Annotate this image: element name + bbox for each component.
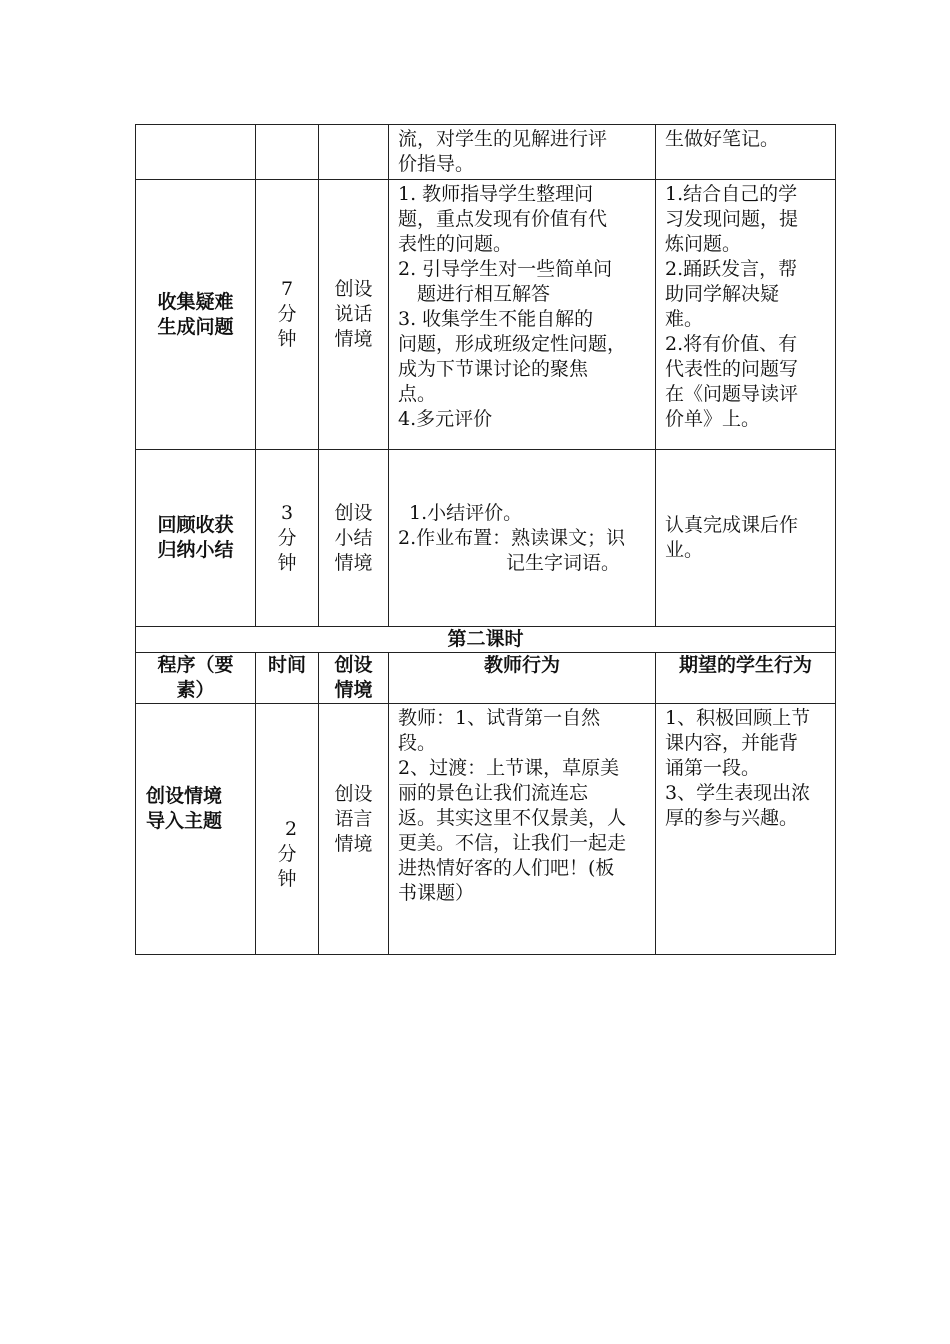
time-cell (256, 125, 319, 180)
student-line: 1.结合自己的学 (665, 183, 798, 205)
teacher-line: 题进行相互解答 (417, 283, 551, 305)
scene-cell (319, 704, 389, 955)
scene-line: 创设 (334, 782, 373, 805)
header-line: 程序（要 (157, 654, 234, 676)
teacher-line: 2. 引导学生对一些简单问 (398, 258, 613, 280)
table-row (136, 704, 836, 955)
time-cell (256, 180, 319, 450)
time-value: 2 (284, 817, 298, 840)
teacher-line: 价指导。 (398, 153, 475, 175)
header-line: 情境 (334, 679, 373, 701)
student-line: 认真完成课后作 (665, 514, 799, 536)
table-header-row (136, 653, 836, 704)
student-line: 在《问题导读评 (665, 383, 799, 405)
teacher-line: 更美。不信，让我们一起走 (398, 832, 627, 854)
scene-line: 创设 (334, 501, 373, 524)
scene-line: 说话 (334, 303, 373, 325)
step-line: 创设情境 (146, 785, 223, 807)
student-line: 价单》上。 (665, 408, 761, 430)
scene-line: 小结 (334, 526, 373, 549)
student-line: 习发现问题，提 (665, 208, 799, 230)
header-line: 素） (176, 679, 215, 701)
student-line: 课内容，并能背 (665, 732, 799, 754)
column-header-scene (319, 653, 389, 704)
time-unit: 钟 (277, 867, 297, 890)
student-line: 炼问题。 (665, 233, 742, 255)
student-line: 2.将有价值、有 (665, 333, 798, 355)
teacher-behavior-cell (389, 704, 656, 955)
scene-line: 情境 (334, 551, 373, 574)
scene-line: 情境 (334, 832, 373, 855)
step-line: 收集疑难 (157, 290, 234, 313)
time-value: 7 (280, 278, 294, 300)
column-header-student: 期望的学生行为 (656, 653, 836, 704)
teacher-line: 表性的问题。 (398, 233, 513, 255)
scene-line: 情境 (334, 328, 373, 350)
scene-line: 语言 (334, 807, 373, 830)
student-line: 3、学生表现出浓 (665, 782, 811, 804)
step-cell (136, 125, 256, 180)
time-unit: 分 (277, 526, 297, 549)
column-header-step (136, 653, 256, 704)
scene-line: 创设 (334, 278, 373, 300)
teacher-line: 问题，形成班级定性问题， (398, 333, 627, 355)
scene-cell (319, 125, 389, 180)
time-unit: 钟 (277, 328, 297, 350)
teacher-line: 3. 收集学生不能自解的 (398, 308, 594, 330)
step-cell (136, 450, 256, 627)
teacher-line: 成为下节课讨论的聚焦 (398, 358, 589, 380)
student-line: 诵第一段。 (665, 757, 761, 779)
section-title-row (136, 627, 836, 653)
student-behavior-cell (656, 180, 836, 450)
lesson-plan-table (135, 124, 836, 955)
time-cell (256, 450, 319, 627)
teacher-behavior-cell (389, 180, 656, 450)
student-line: 生做好笔记。 (665, 128, 780, 150)
student-line: 助同学解决疑 (665, 283, 780, 305)
scene-cell (319, 180, 389, 450)
teacher-line: 1. 教师指导学生整理问 (398, 183, 594, 205)
student-line: 难。 (665, 308, 704, 330)
teacher-line: 题，重点发现有价值有代 (398, 208, 608, 230)
teacher-line: 返。其实这里不仅景美，人 (398, 807, 627, 829)
scene-cell (319, 450, 389, 627)
teacher-line: 书课题） (398, 882, 475, 904)
time-unit: 分 (277, 303, 297, 325)
student-behavior-cell (656, 450, 836, 627)
teacher-line: 段。 (398, 732, 437, 754)
step-cell (136, 704, 256, 955)
time-unit: 钟 (277, 551, 297, 574)
student-line: 2.踊跃发言，帮 (665, 258, 798, 280)
teacher-line: 2.作业布置：熟读课文；识 (398, 526, 626, 549)
teacher-line: 进热情好客的人们吧！(板 (398, 857, 615, 879)
table-row (136, 450, 836, 627)
time-value: 3 (280, 501, 294, 524)
table-row-continued (136, 125, 836, 180)
step-line: 生成问题 (157, 315, 234, 338)
header-line: 创设 (334, 654, 373, 676)
column-header-time: 时间 (256, 653, 319, 704)
teacher-line: 记生字词语。 (506, 551, 621, 574)
step-line: 导入主题 (146, 810, 223, 832)
section-title: 第二课时 (136, 627, 836, 653)
student-line: 业。 (665, 539, 704, 561)
student-behavior-cell (656, 704, 836, 955)
student-line: 1、积极回顾上节 (665, 707, 811, 729)
teacher-line: 点。 (398, 383, 437, 405)
column-header-teacher: 教师行为 (389, 653, 656, 704)
teacher-behavior-cell (389, 450, 656, 627)
step-cell (136, 180, 256, 450)
teacher-line: 2、过渡：上节课，草原美 (398, 757, 620, 779)
student-behavior-cell (656, 125, 836, 180)
table-row (136, 180, 836, 450)
teacher-line: 丽的景色让我们流连忘 (398, 782, 589, 804)
step-line: 回顾收获 (157, 514, 234, 536)
teacher-line: 流，对学生的见解进行评 (398, 128, 608, 150)
student-line: 厚的参与兴趣。 (665, 807, 799, 829)
teacher-behavior-cell (389, 125, 656, 180)
teacher-line: 4.多元评价 (398, 408, 493, 430)
time-cell (256, 704, 319, 955)
student-line: 代表性的问题写 (665, 358, 799, 380)
teacher-line: 教师：1、试背第一自然 (398, 707, 601, 729)
step-line: 归纳小结 (157, 539, 234, 561)
teacher-line: 1.小结评价。 (409, 501, 523, 524)
time-unit: 分 (277, 842, 297, 865)
